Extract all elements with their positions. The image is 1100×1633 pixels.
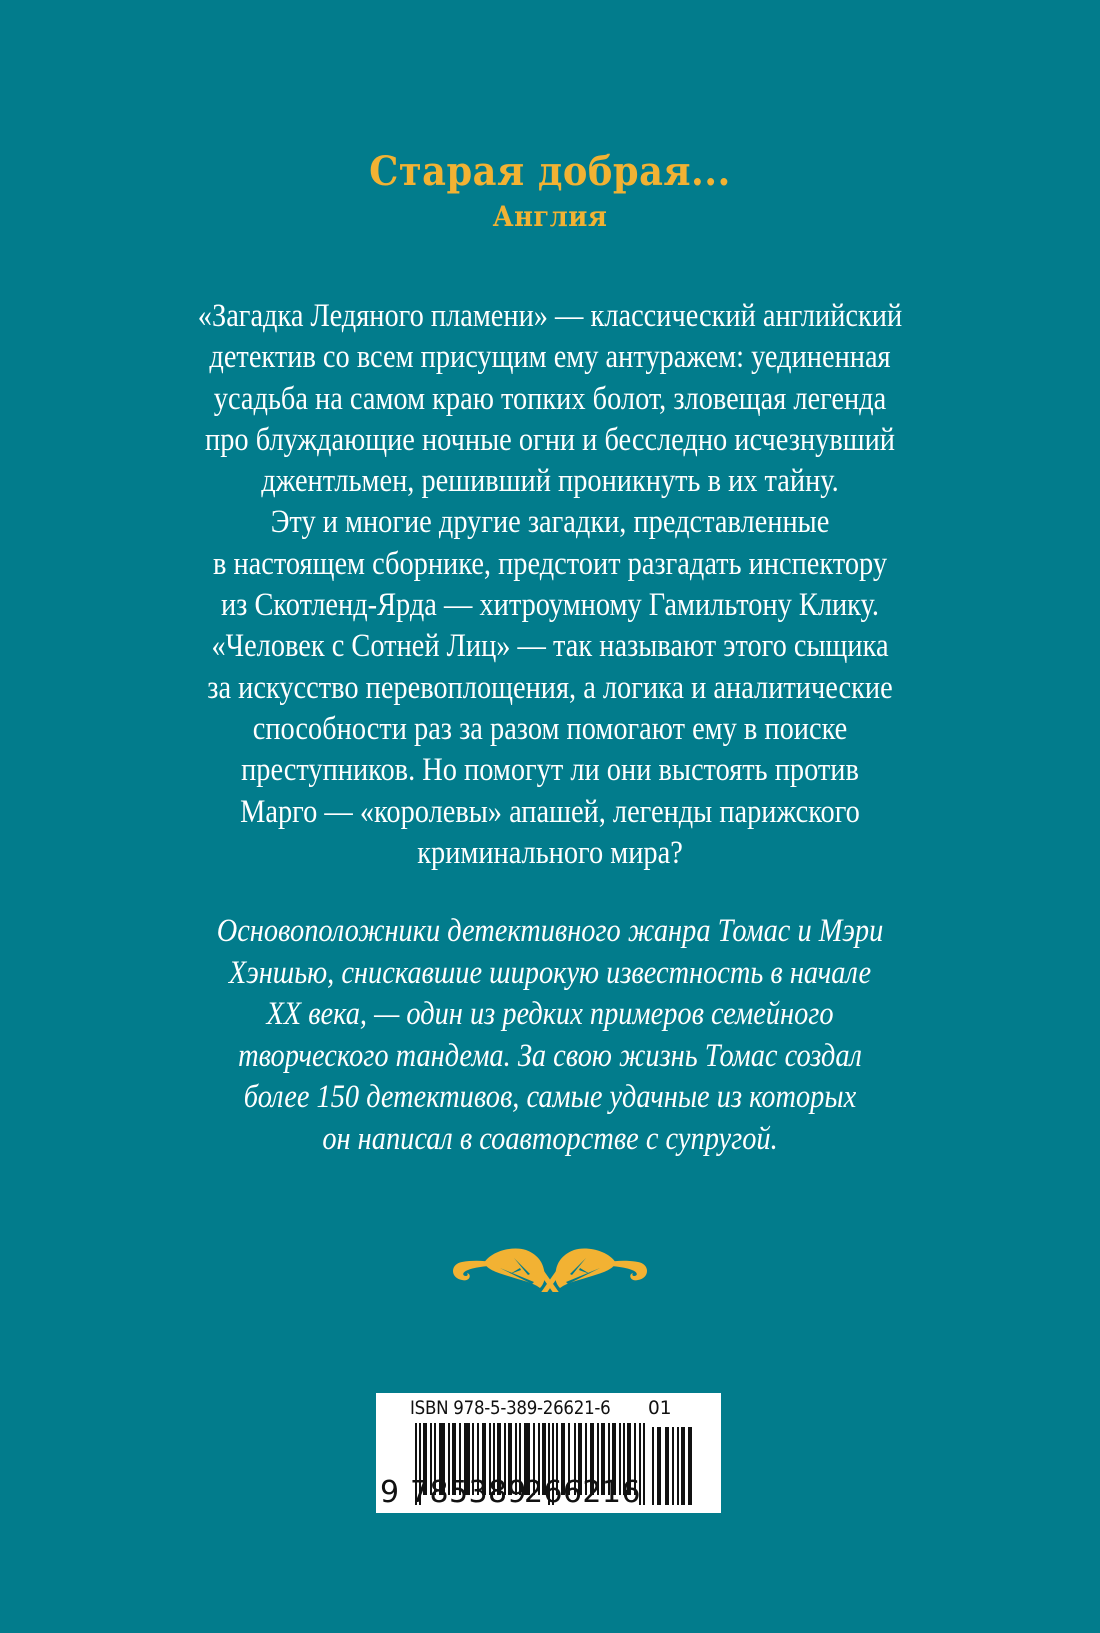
about-authors-line: творческого тандема. За свою жизнь Томас создал [238,1037,862,1074]
about-authors-paragraph [0,911,1100,1160]
about-authors-line: Хэншью, снискавшие широкую известность в начале [228,954,872,991]
leaf-scroll-ornament-icon [448,1244,652,1292]
blurb-line: усадьба на самом краю топких болот, зловещая легенда [213,380,887,417]
ean-first-digit: 9 [380,1475,400,1510]
about-authors-line: Основоположники детективного жанра Томас и Мэри [216,913,884,949]
blurb-line: про блуждающие ночные огни и бесследно исчезнувший [205,421,895,458]
blurb-line: Марго — «королевы» апашей, легенды парижского [240,793,860,830]
blurb-line: преступников. Но помогут ли они выстоять против [241,752,859,789]
blurb-line: криминального мира? [417,834,683,871]
ean-right-group: 266216 [523,1475,641,1510]
series-subtitle: Англия [492,200,608,233]
about-authors-line: более 150 детективов, самые удачные из которых [243,1079,857,1115]
series-title: Старая добрая... [369,148,731,195]
blurb-line: «Человек с Сотней Лиц» — так называют этого сыщика [211,628,889,665]
blurb-line: в настоящем сборнике, предстоит разгадать инспектору [212,545,888,582]
about-authors-line: XX века, — один из редких примеров семейного [266,996,834,1032]
isbn-number: ISBN 978-5-389-26621-6 [410,1398,611,1419]
blurb-line: детектив со всем присущим ему антуражем: уединенная [209,339,891,376]
blurb-line: Эту и многие другие загадки, представленные [270,504,830,541]
blurb-line: за искусство перевоплощения, а логика и аналитические [207,669,893,706]
isbn-barcode [376,1393,721,1513]
ean-left-group: 785389 [410,1475,527,1510]
ean-digits [380,1475,641,1510]
about-authors-line: он написал в соавторстве с супругой. [322,1120,778,1157]
blurb-line: из Скотленд-Ярда — хитроумному Гамильтону Клику. [220,587,880,624]
blurb-line: «Загадка Ледяного пламени» — классический английский [197,298,903,334]
blurb-line: джентльмен, решивший проникнуть в их тайну. [261,463,839,500]
blurb-paragraph [0,296,1100,874]
barcode-addon-number: 01 [648,1398,672,1419]
blurb-line: способности раз за разом помогают ему в поиске [252,710,848,747]
